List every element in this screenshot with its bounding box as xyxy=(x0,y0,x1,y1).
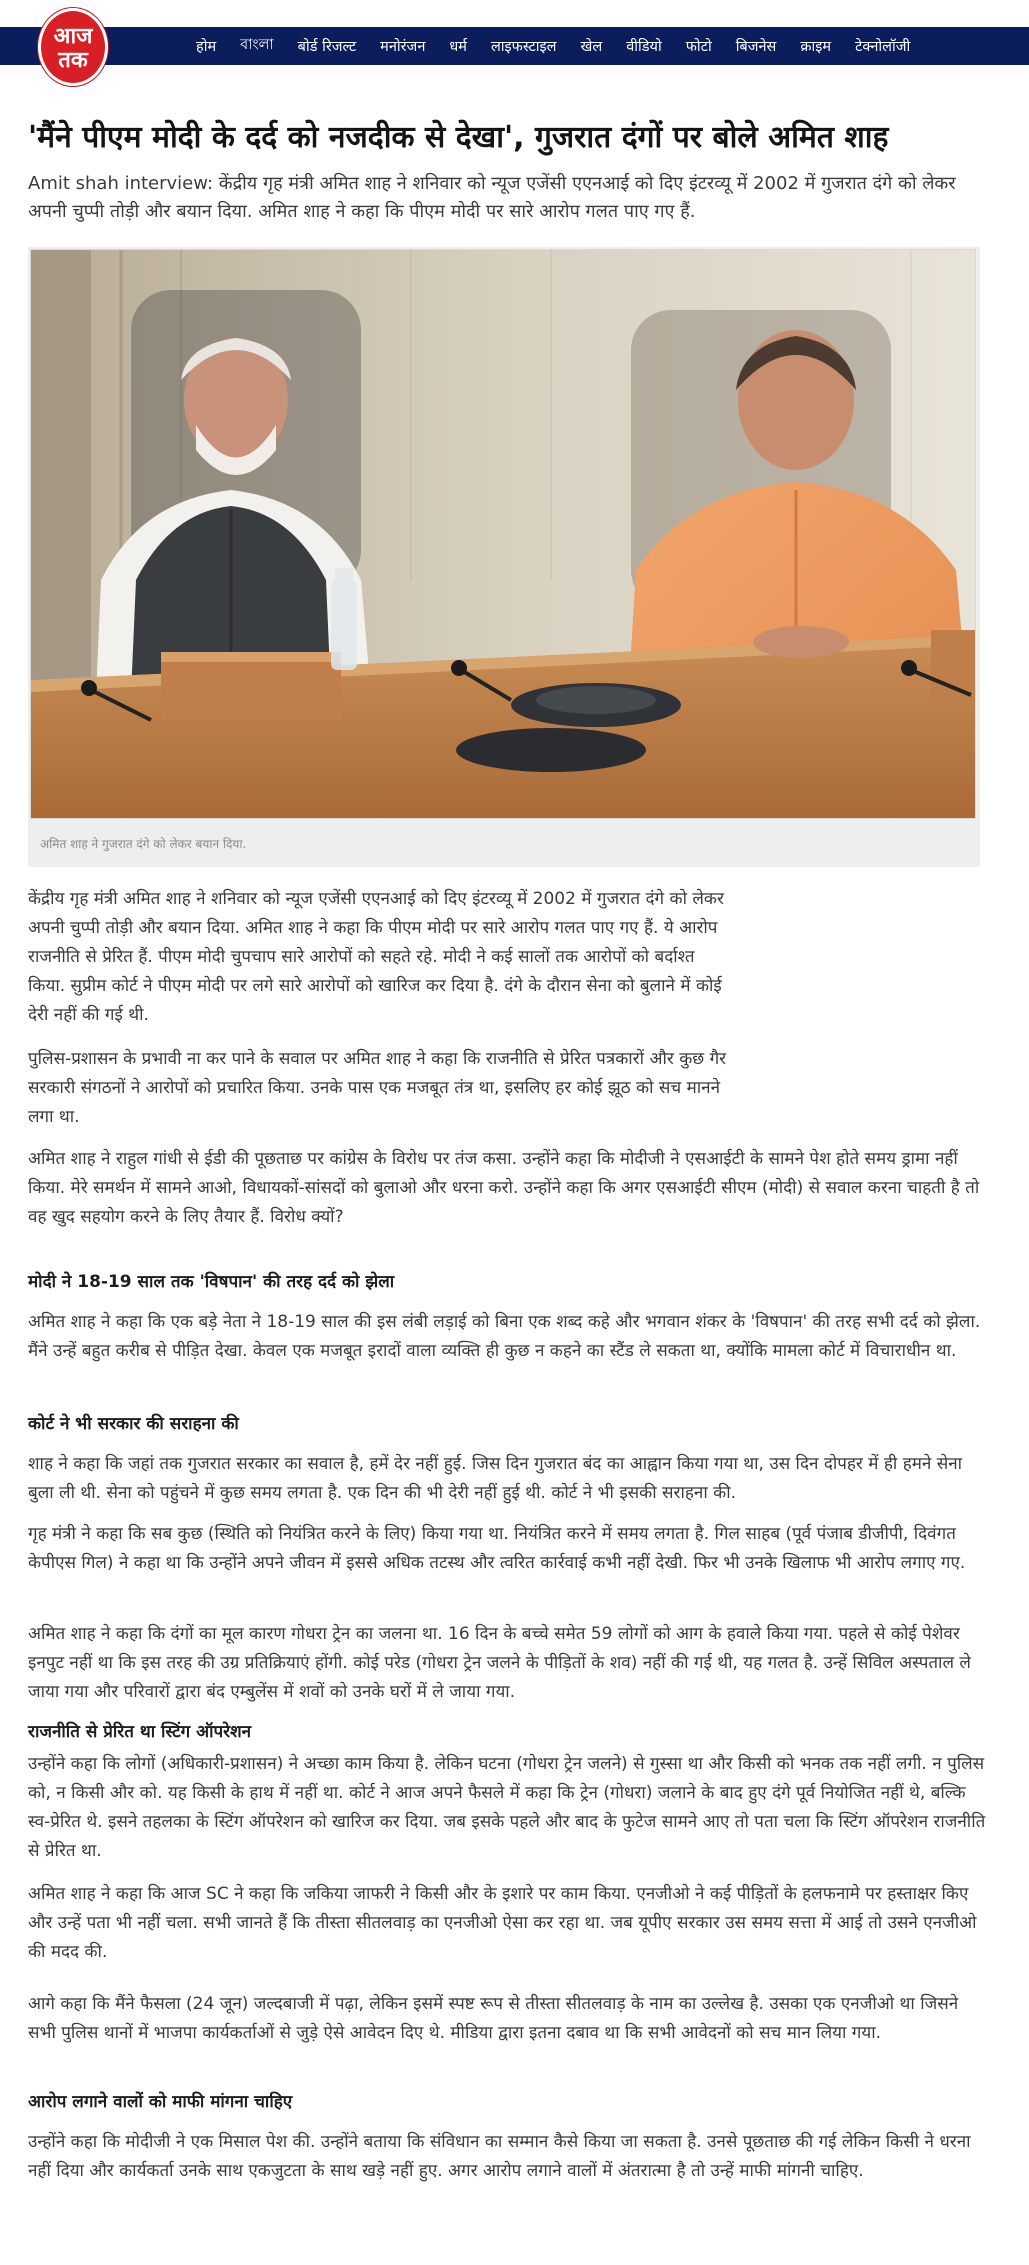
logo-text-top: आज xyxy=(53,24,93,49)
nav-item-religion[interactable]: धर्म xyxy=(449,39,467,55)
nav-item-crime[interactable]: क्राइम xyxy=(800,39,832,55)
nav-item-entertainment[interactable]: मनोरंजन xyxy=(380,39,426,55)
nav-item-technology[interactable]: टेक्नोलॉजी xyxy=(855,39,911,55)
article-paragraph: अमित शाह ने कहा कि एक बड़े नेता ने 18-19 साल की इस लंबी लड़ाई को बिना एक शब्द कहे और भगवान शंकर के 'विषपान' की तरह सभी दर्द को झेला. मैंने उन्हें बहुत करीब से पीड़ित देखा. केवल एक मजबूत इरादों वाला व्यक्ति ही कुछ न कहने का स्टैंड ले सकता था, क्योंकि मामला कोर्ट में विचाराधीन था. xyxy=(28,1312,981,1361)
image-caption: अमित शाह ने गुजरात दंगे को लेकर बयान दिया. xyxy=(40,837,247,851)
nav-item-home[interactable]: होम xyxy=(196,39,217,55)
article-paragraph: पुलिस-प्रशासन के प्रभावी ना कर पाने के सवाल पर अमित शाह ने कहा कि राजनीति से प्रेरित पत्रकारों और कुछ गैर सरकारी संगठनों ने आरोपों को प्रचारित किया. उनके पास एक मजबूत तंत्र था, इसलिए हर कोई झूठ को सच मानने लगा था. xyxy=(28,1049,727,1127)
article-paragraph: अमित शाह ने कहा कि आज SC ने कहा कि जकिया जाफरी ने किसी और के इशारे पर काम किया. एनजीओ ने कई पीड़ितों के हलफनामे पर हस्ताक्षर किए और उन्हें पता भी नहीं चला. सभी जानते हैं कि तीस्ता सीतलवाड़ का एनजीओ ऐसा कर रहा था. जब यूपीए सरकार उस समय सत्ता में आई तो उसने एनजीओ की मदद की. xyxy=(28,1884,977,1962)
subheading: राजनीति से प्रेरित था स्टिंग ऑपरेशन xyxy=(28,1722,252,1742)
logo-text-bottom: तक xyxy=(58,48,88,73)
meeting-photo-illustration xyxy=(31,250,976,819)
site-header xyxy=(0,0,1029,92)
nav-item-photo[interactable]: फोटो xyxy=(685,39,712,55)
nav-item-business[interactable]: बिजनेस xyxy=(735,39,777,55)
article-paragraph: उन्होंने कहा कि लोगों (अधिकारी-प्रशासन) ने अच्छा काम किया है. लेकिन घटना (गोधरा ट्रेन जलने) से गुस्सा था और किसी को भनक तक नहीं लगी. न पुलिस को, न किसी और को. यह किसी के हाथ में नहीं था. कोर्ट ने आज अपने फैसले में कहा कि ट्रेन (गोधरा) जलाने के बाद हुए दंगे पूर्व नियोजित नहीं थे, बल्कि स्व-प्रेरित थे. इसने तहलका के स्टिंग ऑपरेशन को खारिज कर दिया. जब इसके पहले और बाद के फुटेज सामने आए तो पता चला कि स्टिंग ऑपरेशन राजनीति से प्रेरित था. xyxy=(28,1754,986,1861)
article-summary: Amit shah interview: केंद्रीय गृह मंत्री अमित शाह ने शनिवार को न्यूज एजेंसी एएनआई को दिए इंटरव्यू में 2002 में गुजरात दंगे को लेकर अपनी चुप्पी तोड़ी और बयान दिया. अमित शाह ने कहा कि पीएम मोदी पर सारे आरोप गलत पाए गए हैं. xyxy=(28,173,956,222)
article-photo xyxy=(30,249,976,819)
aajtak-logo[interactable] xyxy=(38,8,108,86)
subheading: मोदी ने 18-19 साल तक 'विषपान' की तरह दर्द को झेला xyxy=(28,1272,395,1292)
subheading: कोर्ट ने भी सरकार की सराहना की xyxy=(28,1414,239,1434)
nav-item-board-result[interactable]: बोर्ड रिजल्ट xyxy=(297,39,357,55)
article-paragraph: अमित शाह ने राहुल गांधी से ईडी की पूछताछ पर कांग्रेस के विरोध पर तंज कसा. उन्होंने कहा कि मोदीजी ने एसआईटी के सामने पेश होते समय ड्रामा नहीं किया. मेरे समर्थन में सामने आओ, विधायकों-सांसदों को बुलाओ और धरना करो. उन्होंने कहा कि अगर एसआईटी सीएम (मोदी) से सवाल करना चाहती है तो वह खुद सहयोग करने के लिए तैयार हैं. विरोध क्यों? xyxy=(28,1149,980,1227)
article-paragraph: आगे कहा कि मैंने फैसला (24 जून) जल्दबाजी में पढ़ा, लेकिन इसमें स्पष्ट रूप से तीस्ता सीतलवाड़ के नाम का उल्लेख है. उसका एक एनजीओ था जिसने सभी पुलिस थानों में भाजपा कार्यकर्ताओं से जुड़े ऐसे आवेदन दिए थे. मीडिया द्वारा इतना दबाव था कि सभी आवेदनों को सच मान लिया गया. xyxy=(28,1994,959,2043)
nav-item-lifestyle[interactable]: लाइफस्टाइल xyxy=(490,39,557,55)
article-figure xyxy=(28,247,980,867)
nav-item-sports[interactable]: खेल xyxy=(580,39,603,55)
subheading: आरोप लगाने वालों को माफी मांगना चाहिए xyxy=(28,2092,293,2112)
article-paragraph: उन्होंने कहा कि मोदीजी ने एक मिसाल पेश की. उन्होंने बताया कि संविधान का सम्मान कैसे किया जा सकता है. उनसे पूछताछ की गई लेकिन किसी ने धरना नहीं दिया और कार्यकर्ता उनके साथ एकजुटता के साथ खड़े नहीं हुए. अगर आरोप लगाने वालों में अंतरात्मा है तो उन्हें माफी मांगनी चाहिए. xyxy=(28,2132,971,2181)
main-nav xyxy=(196,27,934,65)
nav-item-bangla[interactable]: বাংলা xyxy=(240,37,274,53)
article-paragraph: शाह ने कहा कि जहां तक गुजरात सरकार का सवाल है, हमें देर नहीं हुई. जिस दिन गुजरात बंद का आह्वान किया गया था, उस दिन दोपहर में ही हमने सेना बुला ली थी. सेना को पहुंचने में कुछ समय लगता है. एक दिन की भी देरी नहीं हुई थी. कोर्ट ने भी इसकी सराहना की. xyxy=(28,1454,963,1503)
article-paragraph: अमित शाह ने कहा कि दंगों का मूल कारण गोधरा ट्रेन का जलना था. 16 दिन के बच्चे समेत 59 लोगों को आग के हवाले किया गया. पहले से कोई पेशेवर इनपुट नहीं था कि इस तरह की उग्र प्रतिक्रियाएं होंगी. कोई परेड (गोधरा ट्रेन जलने के पीड़ितों के शव) नहीं की गई थी, यह गलत है. उन्हें सिविल अस्पताल ले जाया गया और परिवारों द्वारा बंद एम्बुलेंस में शवों को उनके घरों में ले जाया गया. xyxy=(28,1624,971,1702)
nav-item-video[interactable]: वीडियो xyxy=(626,39,662,55)
article-headline: 'मैंने पीएम मोदी के दर्द को नजदीक से देखा', गुजरात दंगों पर बोले अमित शाह xyxy=(28,120,889,155)
article-paragraph: केंद्रीय गृह मंत्री अमित शाह ने शनिवार को न्यूज एजेंसी एएनआई को दिए इंटरव्यू में 2002 में गुजरात दंगे को लेकर अपनी चुप्पी तोड़ी और बयान दिया. अमित शाह ने कहा कि पीएम मोदी पर सारे आरोप गलत पाए गए हैं. ये आरोप राजनीति से प्रेरित हैं. पीएम मोदी चुपचाप सारे आरोपों को सहते रहे. मोदी ने कई सालों तक आरोपों को बर्दाश्त किया. सुप्रीम कोर्ट ने पीएम मोदी पर लगे सारे आरोपों को खारिज कर दिया है. दंगे के दौरान सेना को बुलाने में कोई देरी नहीं की गई थी. xyxy=(28,889,724,1025)
article-paragraph: गृह मंत्री ने कहा कि सब कुछ (स्थिति को नियंत्रित करने के लिए) किया गया था. नियंत्रित करने में समय लगता है. गिल साहब (पूर्व पंजाब डीजीपी, दिवंगत केपीएस गिल) ने कहा था कि उन्होंने अपने जीवन में इससे अधिक तटस्थ और त्वरित कार्रवाई कभी नहीं देखी. फिर भी उनके खिलाफ भी आरोप लगाए गए. xyxy=(28,1524,966,1573)
